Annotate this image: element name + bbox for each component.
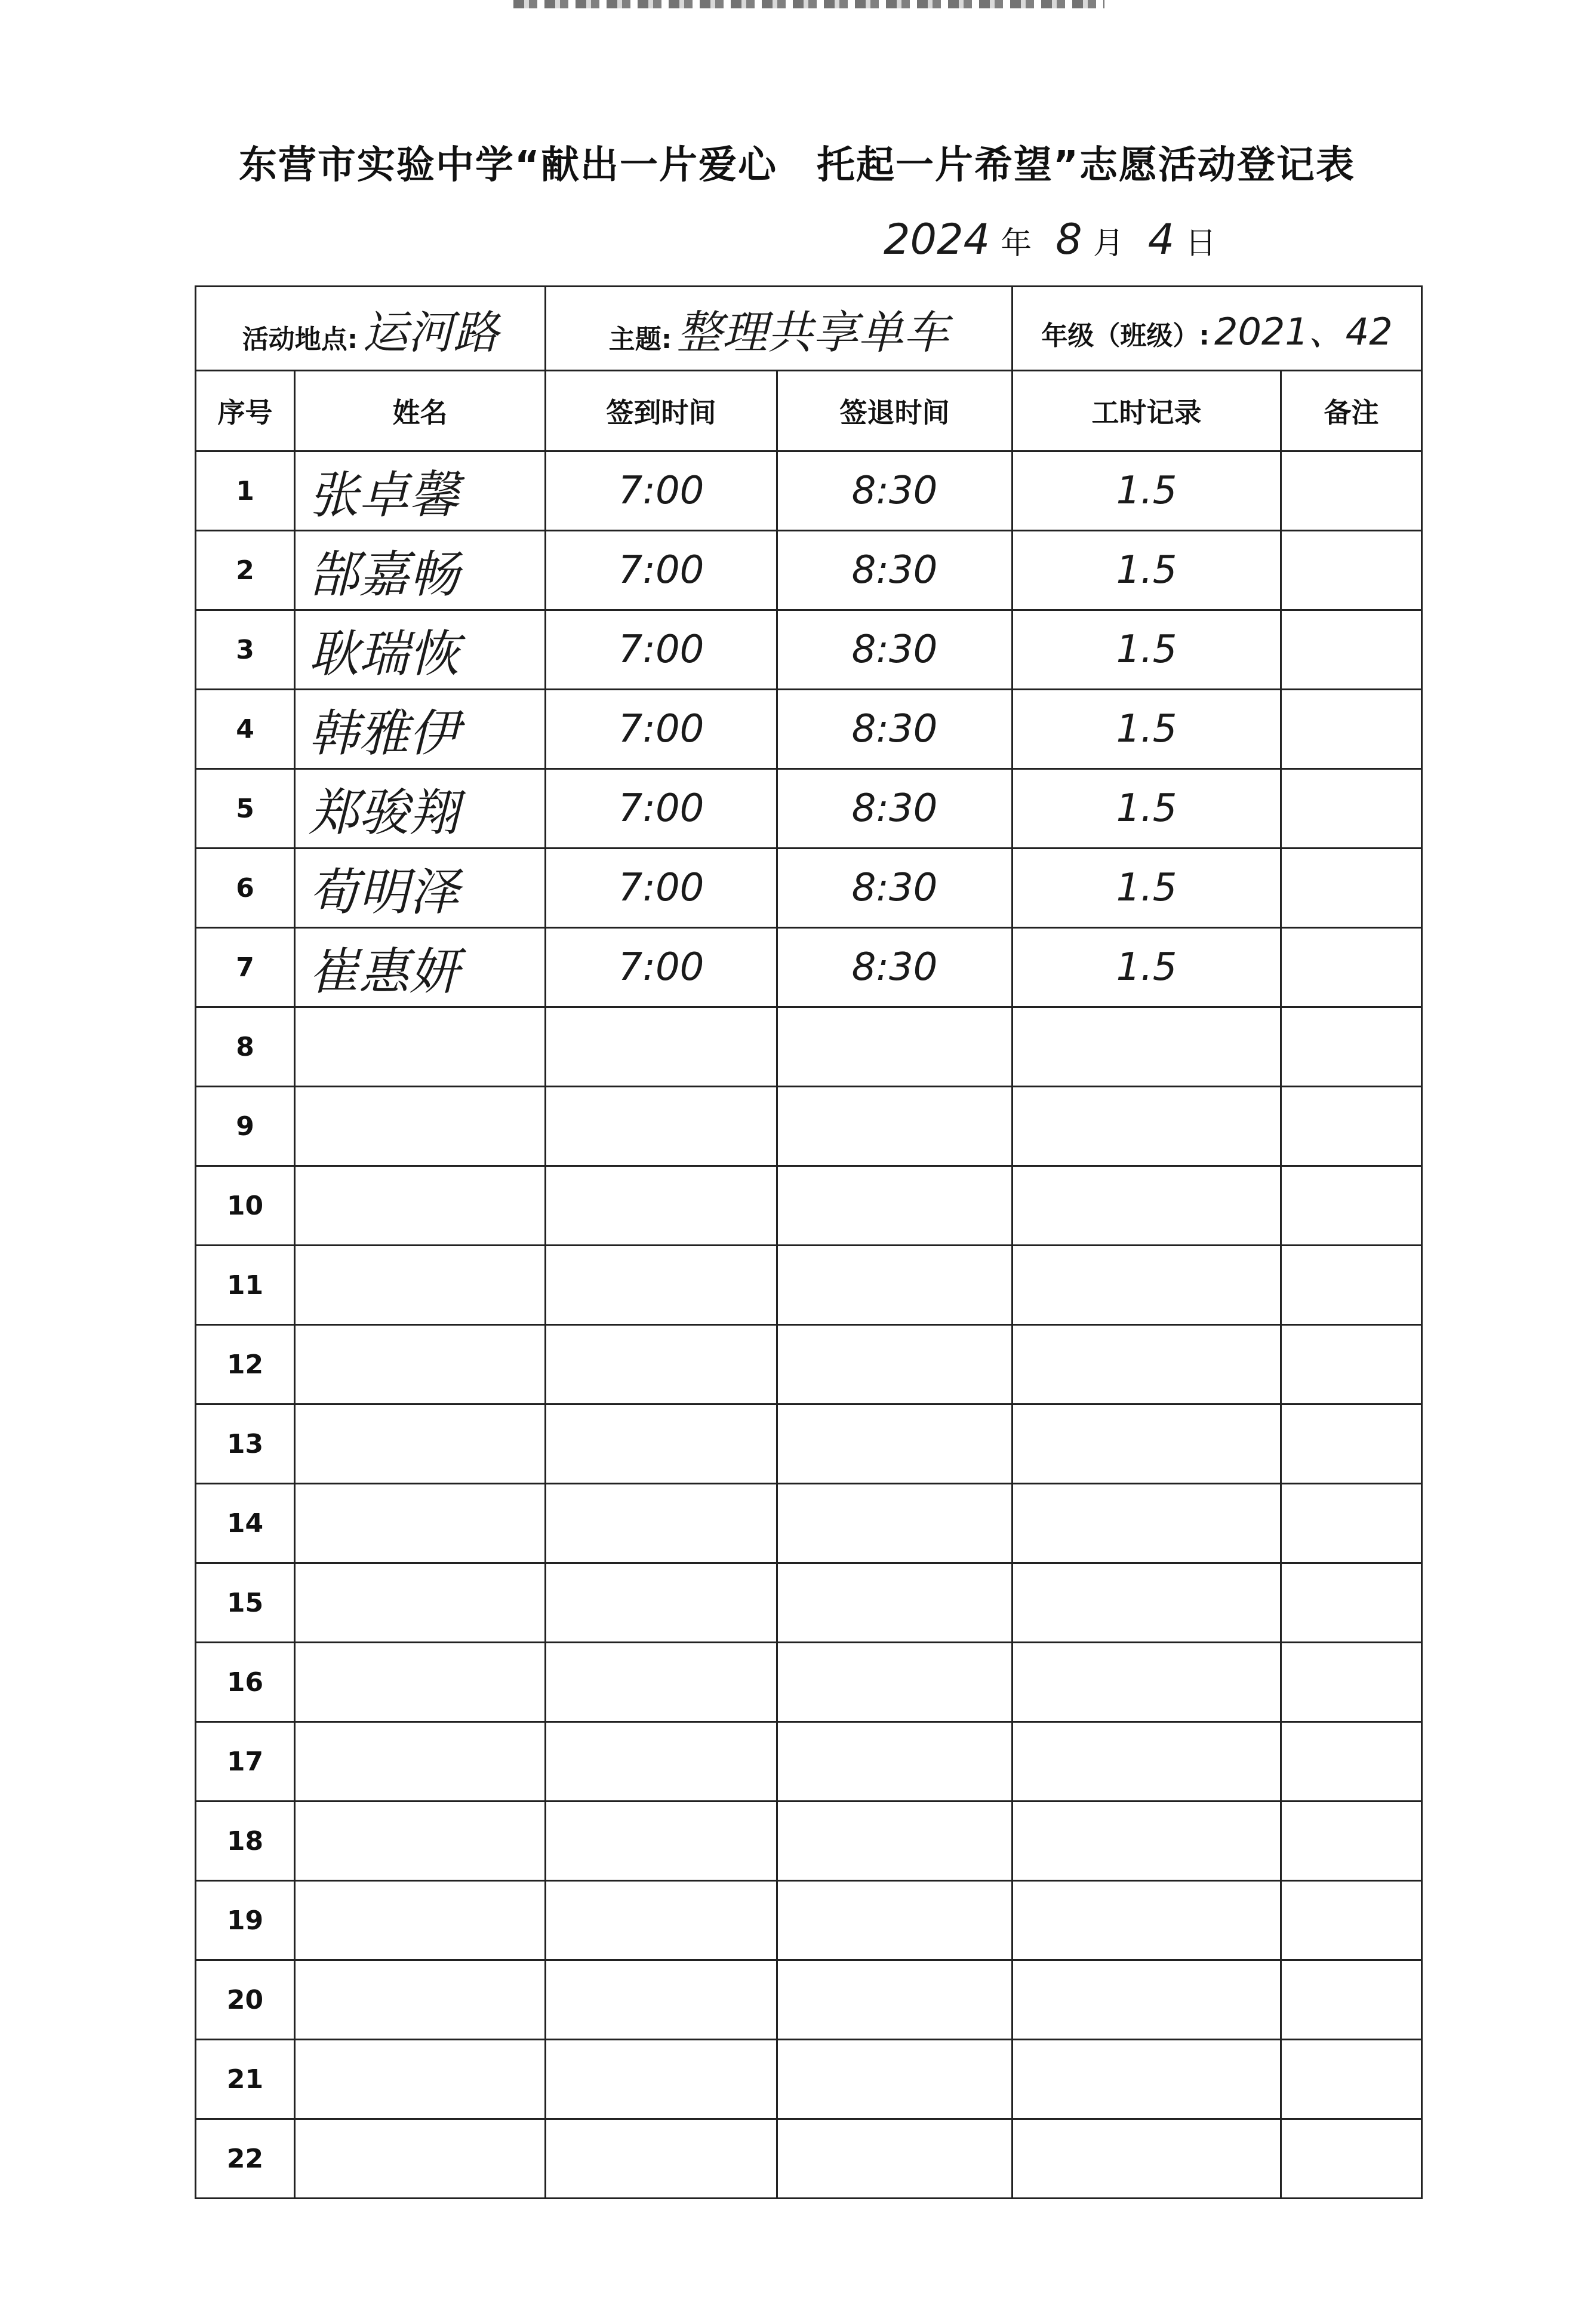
row-note <box>1281 610 1422 690</box>
date-day: 4 <box>1147 215 1175 264</box>
row-note <box>1281 1325 1422 1404</box>
row-sign-in <box>546 1246 777 1325</box>
row-note <box>1281 531 1422 610</box>
row-seq: 4 <box>196 690 295 769</box>
date-month-unit: 月 <box>1093 226 1124 262</box>
row-hours <box>1013 1166 1281 1246</box>
row-seq: 7 <box>196 928 295 1007</box>
row-name <box>295 1087 546 1166</box>
table-row <box>196 1325 1422 1404</box>
table-row <box>196 531 1422 610</box>
table-row <box>196 2040 1422 2119</box>
table-row <box>196 1722 1422 1802</box>
table-row <box>196 610 1422 690</box>
row-sign-out <box>777 1722 1013 1802</box>
row-hours <box>1013 1881 1281 1960</box>
column-name-header: 姓名 <box>295 371 546 451</box>
row-sign-in <box>546 1404 777 1484</box>
location-cell <box>196 287 546 371</box>
row-name <box>295 1007 546 1087</box>
row-sign-out <box>777 1643 1013 1722</box>
row-sign-out: 8:30 <box>777 610 1013 690</box>
row-sign-in: 7:00 <box>546 849 777 928</box>
row-note <box>1281 928 1422 1007</box>
row-sign-in <box>546 1563 777 1643</box>
table-row <box>196 1087 1422 1166</box>
row-sign-out <box>777 1087 1013 1166</box>
row-sign-in <box>546 1881 777 1960</box>
row-sign-out <box>777 1404 1013 1484</box>
row-sign-in: 7:00 <box>546 690 777 769</box>
row-seq: 21 <box>196 2040 295 2119</box>
date-day-unit: 日 <box>1185 226 1217 262</box>
row-note <box>1281 1960 1422 2040</box>
row-seq: 20 <box>196 1960 295 2040</box>
table-row <box>196 1246 1422 1325</box>
row-seq: 2 <box>196 531 295 610</box>
row-name <box>295 1484 546 1563</box>
row-sign-out: 8:30 <box>777 531 1013 610</box>
row-seq: 13 <box>196 1404 295 1484</box>
row-name <box>295 2040 546 2119</box>
table-row <box>196 1563 1422 1643</box>
row-seq: 12 <box>196 1325 295 1404</box>
table-row <box>196 451 1422 531</box>
row-sign-in <box>546 1643 777 1722</box>
column-sign-out-header: 签退时间 <box>777 371 1013 451</box>
row-name: 韩雅伊 <box>295 690 546 769</box>
row-hours <box>1013 1563 1281 1643</box>
date-year-unit: 年 <box>1001 226 1032 262</box>
row-note <box>1281 849 1422 928</box>
table-row <box>196 928 1422 1007</box>
row-note <box>1281 451 1422 531</box>
header-row <box>196 371 1422 451</box>
row-hours <box>1013 1484 1281 1563</box>
row-sign-out <box>777 1563 1013 1643</box>
row-note <box>1281 1404 1422 1484</box>
row-sign-in <box>546 2040 777 2119</box>
theme-value: 整理共享单车 <box>676 305 949 359</box>
row-seq: 1 <box>196 451 295 531</box>
form-date <box>884 215 1240 281</box>
row-sign-in <box>546 2119 777 2199</box>
row-sign-out <box>777 1484 1013 1563</box>
row-name <box>295 1166 546 1246</box>
row-sign-in <box>546 1087 777 1166</box>
row-note <box>1281 1246 1422 1325</box>
table-row <box>196 1643 1422 1722</box>
registration-table <box>195 285 1423 2199</box>
row-name: 耿瑞恢 <box>295 610 546 690</box>
row-name: 郜嘉畅 <box>295 531 546 610</box>
row-sign-in <box>546 1166 777 1246</box>
row-note <box>1281 2040 1422 2119</box>
row-sign-out <box>777 1325 1013 1404</box>
row-sign-in <box>546 1484 777 1563</box>
row-seq: 9 <box>196 1087 295 1166</box>
row-sign-out <box>777 1881 1013 1960</box>
form-title: 东营市实验中学“献出一片爱心 托起一片希望”志愿活动登记表 <box>238 143 1356 187</box>
row-sign-out: 8:30 <box>777 769 1013 849</box>
row-name <box>295 1325 546 1404</box>
row-seq: 8 <box>196 1007 295 1087</box>
row-note <box>1281 1087 1422 1166</box>
row-seq: 19 <box>196 1881 295 1960</box>
table-row <box>196 1166 1422 1246</box>
row-name: 荀明泽 <box>295 849 546 928</box>
row-hours: 1.5 <box>1013 451 1281 531</box>
column-sign-in-header: 签到时间 <box>546 371 777 451</box>
row-sign-out <box>777 2119 1013 2199</box>
row-sign-in <box>546 1007 777 1087</box>
row-hours <box>1013 1087 1281 1166</box>
row-seq: 10 <box>196 1166 295 1246</box>
row-sign-out <box>777 1246 1013 1325</box>
row-name <box>295 1404 546 1484</box>
row-name <box>295 1881 546 1960</box>
theme-label: 主题: <box>608 324 672 355</box>
row-seq: 11 <box>196 1246 295 1325</box>
row-note <box>1281 1563 1422 1643</box>
row-hours <box>1013 2119 1281 2199</box>
scan-top-mark <box>513 0 1104 8</box>
row-name: 张卓馨 <box>295 451 546 531</box>
row-seq: 22 <box>196 2119 295 2199</box>
date-month: 8 <box>1056 215 1082 264</box>
row-hours <box>1013 1722 1281 1802</box>
row-note <box>1281 1802 1422 1881</box>
row-seq: 6 <box>196 849 295 928</box>
row-sign-out: 8:30 <box>777 451 1013 531</box>
row-seq: 14 <box>196 1484 295 1563</box>
row-hours: 1.5 <box>1013 769 1281 849</box>
table-row <box>196 2119 1422 2199</box>
table-row <box>196 1484 1422 1563</box>
row-sign-in <box>546 1325 777 1404</box>
row-note <box>1281 1166 1422 1246</box>
row-note <box>1281 1722 1422 1802</box>
row-hours: 1.5 <box>1013 690 1281 769</box>
table-row <box>196 1802 1422 1881</box>
row-note <box>1281 2119 1422 2199</box>
table-row <box>196 1881 1422 1960</box>
row-name: 郑骏翔 <box>295 769 546 849</box>
row-sign-in: 7:00 <box>546 928 777 1007</box>
row-sign-out: 8:30 <box>777 849 1013 928</box>
row-name: 崔惠妍 <box>295 928 546 1007</box>
row-name <box>295 1246 546 1325</box>
row-hours <box>1013 1325 1281 1404</box>
row-sign-out <box>777 1960 1013 2040</box>
row-hours <box>1013 1007 1281 1087</box>
row-hours <box>1013 1246 1281 1325</box>
row-note <box>1281 769 1422 849</box>
row-sign-out <box>777 2040 1013 2119</box>
column-hours-header: 工时记录 <box>1013 371 1281 451</box>
row-seq: 16 <box>196 1643 295 1722</box>
row-sign-in: 7:00 <box>546 769 777 849</box>
row-hours <box>1013 1960 1281 2040</box>
row-sign-in: 7:00 <box>546 451 777 531</box>
row-hours: 1.5 <box>1013 928 1281 1007</box>
row-seq: 18 <box>196 1802 295 1881</box>
row-note <box>1281 1007 1422 1087</box>
location-label: 活动地点: <box>242 324 358 355</box>
row-sign-in: 7:00 <box>546 610 777 690</box>
row-hours: 1.5 <box>1013 849 1281 928</box>
row-hours <box>1013 2040 1281 2119</box>
row-name <box>295 2119 546 2199</box>
row-sign-out <box>777 1007 1013 1087</box>
row-hours <box>1013 1404 1281 1484</box>
row-note <box>1281 1643 1422 1722</box>
row-name <box>295 1960 546 2040</box>
row-seq: 15 <box>196 1563 295 1643</box>
table-row <box>196 769 1422 849</box>
grade-value: 2021、42 <box>1214 309 1393 353</box>
table-row <box>196 1960 1422 2040</box>
row-hours <box>1013 1643 1281 1722</box>
row-sign-out <box>777 1166 1013 1246</box>
row-sign-in <box>546 1960 777 2040</box>
table-row <box>196 1007 1422 1087</box>
location-value: 运河路 <box>362 305 499 359</box>
row-sign-out <box>777 1802 1013 1881</box>
row-name <box>295 1722 546 1802</box>
row-note <box>1281 1484 1422 1563</box>
row-seq: 3 <box>196 610 295 690</box>
grade-cell <box>1013 287 1422 371</box>
row-seq: 5 <box>196 769 295 849</box>
row-hours: 1.5 <box>1013 610 1281 690</box>
table-row <box>196 1404 1422 1484</box>
row-hours <box>1013 1802 1281 1881</box>
row-sign-out: 8:30 <box>777 928 1013 1007</box>
row-name <box>295 1563 546 1643</box>
row-note <box>1281 1881 1422 1960</box>
theme-cell <box>546 287 1013 371</box>
row-name <box>295 1643 546 1722</box>
table-row <box>196 849 1422 928</box>
date-year: 2024 <box>884 215 990 264</box>
row-hours: 1.5 <box>1013 531 1281 610</box>
row-sign-in <box>546 1802 777 1881</box>
grade-label: 年级（班级）: <box>1041 320 1210 351</box>
table-body <box>196 451 1422 2199</box>
row-note <box>1281 690 1422 769</box>
row-name <box>295 1802 546 1881</box>
info-row <box>196 287 1422 371</box>
column-note-header: 备注 <box>1281 371 1422 451</box>
row-sign-in: 7:00 <box>546 531 777 610</box>
row-seq: 17 <box>196 1722 295 1802</box>
column-seq-header: 序号 <box>196 371 295 451</box>
row-sign-out: 8:30 <box>777 690 1013 769</box>
row-sign-in <box>546 1722 777 1802</box>
table-row <box>196 690 1422 769</box>
